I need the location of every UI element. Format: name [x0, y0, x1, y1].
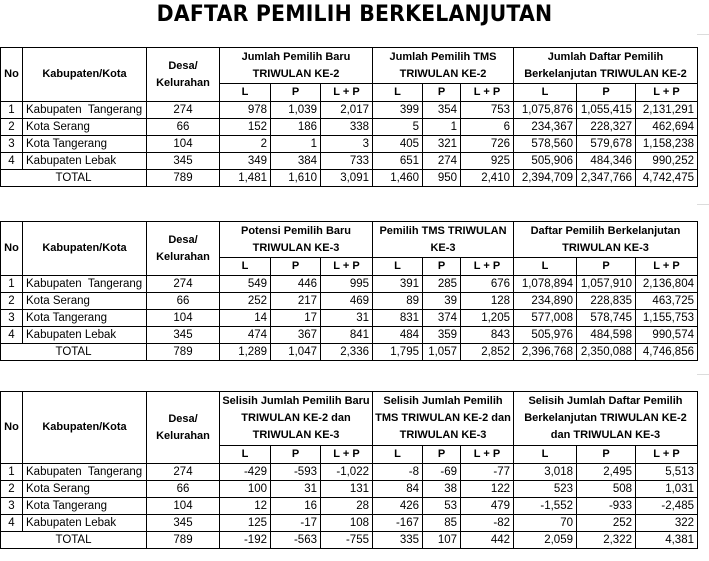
row-value: -1,552 [514, 498, 577, 515]
row-value: 578,745 [577, 310, 636, 327]
row-value: 16 [271, 498, 321, 515]
row-number: 4 [1, 327, 23, 344]
row-value: 274 [423, 153, 461, 170]
row-value: 17 [271, 310, 321, 327]
row-region-name: Kabupaten Tangerang [23, 276, 147, 293]
row-region-name: Kabupaten Tangerang [23, 464, 147, 481]
total-value: 2,059 [514, 532, 577, 549]
table-row [1, 119, 698, 136]
total-value: 1,610 [271, 170, 321, 187]
header-group-1: Potensi Pemilih Baru TRIWULAN KE-3 [220, 222, 373, 258]
row-value: 549 [220, 276, 271, 293]
row-value: 843 [461, 327, 514, 344]
row-value: -77 [461, 464, 514, 481]
total-label: TOTAL [1, 344, 147, 361]
row-value: 2 [220, 136, 271, 153]
row-value: -933 [577, 498, 636, 515]
row-value: 2,136,804 [636, 276, 698, 293]
row-value: 31 [271, 481, 321, 498]
table-header [1, 222, 698, 276]
row-region-name: Kota Serang [23, 119, 147, 136]
row-value: 100 [220, 481, 271, 498]
row-value: 753 [461, 102, 514, 119]
row-value: 31 [321, 310, 373, 327]
table-row [1, 136, 698, 153]
total-desa-count: 789 [147, 344, 220, 361]
total-desa-count: 789 [147, 532, 220, 549]
row-value: 252 [577, 515, 636, 532]
subheader-p: P [577, 84, 636, 102]
row-value: 70 [514, 515, 577, 532]
table-header [1, 392, 698, 464]
header-no: No [1, 48, 23, 102]
row-value: 128 [461, 293, 514, 310]
row-number: 4 [1, 515, 23, 532]
subheader-p: P [577, 446, 636, 464]
row-value: 1,039 [271, 102, 321, 119]
row-value: 508 [577, 481, 636, 498]
row-desa-count: 274 [147, 102, 220, 119]
row-value: 1,158,238 [636, 136, 698, 153]
row-value: 374 [423, 310, 461, 327]
table-header [1, 48, 698, 102]
row-value: 6 [461, 119, 514, 136]
row-value: 831 [373, 310, 423, 327]
row-desa-count: 274 [147, 464, 220, 481]
row-value: 484,598 [577, 327, 636, 344]
row-value: 338 [321, 119, 373, 136]
row-value: 53 [423, 498, 461, 515]
row-value: 131 [321, 481, 373, 498]
row-value: 89 [373, 293, 423, 310]
row-region-name: Kota Tangerang [23, 310, 147, 327]
row-value: 125 [220, 515, 271, 532]
subheader-l: L [373, 84, 423, 102]
row-value: 1 [271, 136, 321, 153]
row-region-name: Kota Serang [23, 481, 147, 498]
row-value: 1,031 [636, 481, 698, 498]
row-value: 3,018 [514, 464, 577, 481]
total-value: 442 [461, 532, 514, 549]
row-region-name: Kota Serang [23, 293, 147, 310]
total-row [1, 344, 698, 361]
row-value: 990,574 [636, 327, 698, 344]
row-region-name: Kabupaten Tangerang [23, 102, 147, 119]
total-desa-count: 789 [147, 170, 220, 187]
row-value: 463,725 [636, 293, 698, 310]
header-group-3: Jumlah Daftar Pemilih Berkelanjutan TRIWULAN KE-2 [514, 48, 698, 84]
subheader-l: L [220, 84, 271, 102]
row-value: 578,560 [514, 136, 577, 153]
subheader-l-plus-p: L + P [636, 84, 698, 102]
row-value: 1 [423, 119, 461, 136]
row-value: 14 [220, 310, 271, 327]
row-value: 995 [321, 276, 373, 293]
row-number: 1 [1, 464, 23, 481]
header-kabupaten-kota: Kabupaten/Kota [23, 48, 147, 102]
row-desa-count: 66 [147, 481, 220, 498]
row-desa-count: 345 [147, 327, 220, 344]
row-value: -17 [271, 515, 321, 532]
table-row [1, 310, 698, 327]
row-value: 651 [373, 153, 423, 170]
row-value: 484,346 [577, 153, 636, 170]
row-value: 426 [373, 498, 423, 515]
table-body [1, 102, 698, 187]
row-value: -82 [461, 515, 514, 532]
header-group-1: Selisih Jumlah Pemilih Baru TRIWULAN KE-2 dan TRIWULAN KE-3 [220, 392, 373, 446]
row-value: 676 [461, 276, 514, 293]
subheader-l-plus-p: L + P [636, 258, 698, 276]
table-row [1, 293, 698, 310]
row-value: 349 [220, 153, 271, 170]
row-value: -69 [423, 464, 461, 481]
header-no: No [1, 392, 23, 464]
table-row [1, 498, 698, 515]
row-value: -593 [271, 464, 321, 481]
row-value: 1,075,876 [514, 102, 577, 119]
row-desa-count: 274 [147, 276, 220, 293]
header-group-3: Selisih Jumlah Daftar Pemilih Berkelanjutan TRIWULAN KE-2 dan TRIWULAN KE-3 [514, 392, 698, 446]
total-value: 2,336 [321, 344, 373, 361]
row-value: 122 [461, 481, 514, 498]
total-row [1, 532, 698, 549]
row-value: 579,678 [577, 136, 636, 153]
subheader-l: L [220, 258, 271, 276]
total-value: 4,381 [636, 532, 698, 549]
total-value: 950 [423, 170, 461, 187]
row-value: 925 [461, 153, 514, 170]
subheader-l: L [220, 446, 271, 464]
subheader-l: L [514, 258, 577, 276]
row-number: 3 [1, 310, 23, 327]
header-group-2: Selisih Jumlah Pemilih TMS TRIWULAN KE-2 dan TRIWULAN KE-3 [373, 392, 514, 446]
row-value: 39 [423, 293, 461, 310]
row-value: -2,485 [636, 498, 698, 515]
subheader-l: L [514, 84, 577, 102]
row-value: -8 [373, 464, 423, 481]
row-value: 405 [373, 136, 423, 153]
header-row [1, 222, 698, 258]
subheader-p: P [423, 258, 461, 276]
row-value: 399 [373, 102, 423, 119]
row-value: 285 [423, 276, 461, 293]
row-value: 38 [423, 481, 461, 498]
row-value: 2,495 [577, 464, 636, 481]
header-no: No [1, 222, 23, 276]
row-region-name: Kabupaten Lebak [23, 515, 147, 532]
total-value: 1,289 [220, 344, 271, 361]
header-group-1: Jumlah Pemilih Baru TRIWULAN KE-2 [220, 48, 373, 84]
total-value: 1,795 [373, 344, 423, 361]
row-region-name: Kabupaten Lebak [23, 327, 147, 344]
row-value: 359 [423, 327, 461, 344]
row-value: 5 [373, 119, 423, 136]
table-row [1, 515, 698, 532]
row-value: 354 [423, 102, 461, 119]
header-row [1, 48, 698, 84]
header-desa-kelurahan: Desa/ Kelurahan [147, 222, 220, 276]
row-value: 484 [373, 327, 423, 344]
row-value: 474 [220, 327, 271, 344]
subheader-p: P [271, 84, 321, 102]
subheader-l-plus-p: L + P [636, 446, 698, 464]
table-row [1, 327, 698, 344]
header-kabupaten-kota: Kabupaten/Kota [23, 222, 147, 276]
subheader-p: P [271, 446, 321, 464]
page-title: DAFTAR PEMILIH BERKELANJUTAN [156, 2, 553, 27]
table-row [1, 464, 698, 481]
row-desa-count: 66 [147, 119, 220, 136]
table-body [1, 276, 698, 361]
row-value: 228,327 [577, 119, 636, 136]
header-desa-kelurahan: Desa/ Kelurahan [147, 392, 220, 464]
total-value: 1,057 [423, 344, 461, 361]
data-table-2 [0, 221, 698, 361]
row-value: 462,694 [636, 119, 698, 136]
row-value: 841 [321, 327, 373, 344]
data-table-3 [0, 391, 698, 549]
total-value: 2,852 [461, 344, 514, 361]
row-number: 1 [1, 102, 23, 119]
row-region-name: Kota Tangerang [23, 136, 147, 153]
row-value: 446 [271, 276, 321, 293]
total-label: TOTAL [1, 532, 147, 549]
total-value: 2,396,768 [514, 344, 577, 361]
row-number: 1 [1, 276, 23, 293]
header-group-2: Pemilih TMS TRIWULAN KE-3 [373, 222, 514, 258]
header-desa-kelurahan: Desa/ Kelurahan [147, 48, 220, 102]
total-value: -563 [271, 532, 321, 549]
total-value: 2,322 [577, 532, 636, 549]
row-value: 1,057,910 [577, 276, 636, 293]
row-value: 1,078,894 [514, 276, 577, 293]
subheader-l: L [373, 446, 423, 464]
row-value: -1,022 [321, 464, 373, 481]
row-value: -167 [373, 515, 423, 532]
header-group-3: Daftar Pemilih Berkelanjutan TRIWULAN KE-3 [514, 222, 698, 258]
row-value: 12 [220, 498, 271, 515]
row-value: 2,131,291 [636, 102, 698, 119]
row-value: 505,906 [514, 153, 577, 170]
row-number: 2 [1, 119, 23, 136]
header-row [1, 392, 698, 446]
table-row [1, 276, 698, 293]
total-value: 3,091 [321, 170, 373, 187]
row-value: 1,055,415 [577, 102, 636, 119]
total-value: 2,350,088 [577, 344, 636, 361]
subheader-p: P [271, 258, 321, 276]
subheader-l-plus-p: L + P [321, 84, 373, 102]
subheader-l-plus-p: L + P [461, 258, 514, 276]
total-value: 1,481 [220, 170, 271, 187]
row-number: 2 [1, 293, 23, 310]
row-value: 1,155,753 [636, 310, 698, 327]
gridline [697, 34, 709, 35]
row-value: 28 [321, 498, 373, 515]
total-row [1, 170, 698, 187]
row-region-name: Kota Tangerang [23, 498, 147, 515]
row-value: 85 [423, 515, 461, 532]
table-body [1, 464, 698, 549]
row-region-name: Kabupaten Lebak [23, 153, 147, 170]
row-value: 2,017 [321, 102, 373, 119]
total-value: 4,746,856 [636, 344, 698, 361]
row-value: 152 [220, 119, 271, 136]
row-number: 2 [1, 481, 23, 498]
header-kabupaten-kota: Kabupaten/Kota [23, 392, 147, 464]
subheader-l: L [514, 446, 577, 464]
row-value: 990,252 [636, 153, 698, 170]
gridline [697, 374, 709, 375]
subheader-p: P [423, 84, 461, 102]
row-value: 108 [321, 515, 373, 532]
row-value: 5,513 [636, 464, 698, 481]
subheader-l-plus-p: L + P [461, 446, 514, 464]
total-value: 107 [423, 532, 461, 549]
row-value: 391 [373, 276, 423, 293]
row-desa-count: 104 [147, 136, 220, 153]
row-value: 252 [220, 293, 271, 310]
gridline [697, 204, 709, 205]
row-value: 505,976 [514, 327, 577, 344]
row-number: 4 [1, 153, 23, 170]
total-label: TOTAL [1, 170, 147, 187]
row-value: 228,835 [577, 293, 636, 310]
row-value: 733 [321, 153, 373, 170]
row-value: 367 [271, 327, 321, 344]
row-value: 726 [461, 136, 514, 153]
row-value: 384 [271, 153, 321, 170]
subheader-p: P [423, 446, 461, 464]
row-value: 186 [271, 119, 321, 136]
row-value: 469 [321, 293, 373, 310]
subheader-l: L [373, 258, 423, 276]
total-value: 1,047 [271, 344, 321, 361]
subheader-p: P [577, 258, 636, 276]
row-desa-count: 345 [147, 153, 220, 170]
row-desa-count: 66 [147, 293, 220, 310]
subheader-l-plus-p: L + P [461, 84, 514, 102]
row-number: 3 [1, 498, 23, 515]
row-number: 3 [1, 136, 23, 153]
row-value: 3 [321, 136, 373, 153]
total-value: -192 [220, 532, 271, 549]
data-table-1 [0, 47, 698, 187]
header-group-2: Jumlah Pemilih TMS TRIWULAN KE-2 [373, 48, 514, 84]
table-row [1, 153, 698, 170]
row-value: 523 [514, 481, 577, 498]
subheader-l-plus-p: L + P [321, 446, 373, 464]
row-value: 217 [271, 293, 321, 310]
table-row [1, 102, 698, 119]
total-value: 1,460 [373, 170, 423, 187]
total-value: 2,394,709 [514, 170, 577, 187]
total-value: 2,410 [461, 170, 514, 187]
total-value: -755 [321, 532, 373, 549]
row-value: 321 [423, 136, 461, 153]
row-value: 577,008 [514, 310, 577, 327]
row-desa-count: 104 [147, 310, 220, 327]
row-value: -429 [220, 464, 271, 481]
row-value: 84 [373, 481, 423, 498]
table-row [1, 481, 698, 498]
total-value: 4,742,475 [636, 170, 698, 187]
row-value: 234,367 [514, 119, 577, 136]
row-desa-count: 104 [147, 498, 220, 515]
total-value: 2,347,766 [577, 170, 636, 187]
row-value: 234,890 [514, 293, 577, 310]
total-value: 335 [373, 532, 423, 549]
row-value: 322 [636, 515, 698, 532]
row-desa-count: 345 [147, 515, 220, 532]
row-value: 978 [220, 102, 271, 119]
row-value: 479 [461, 498, 514, 515]
subheader-l-plus-p: L + P [321, 258, 373, 276]
row-value: 1,205 [461, 310, 514, 327]
